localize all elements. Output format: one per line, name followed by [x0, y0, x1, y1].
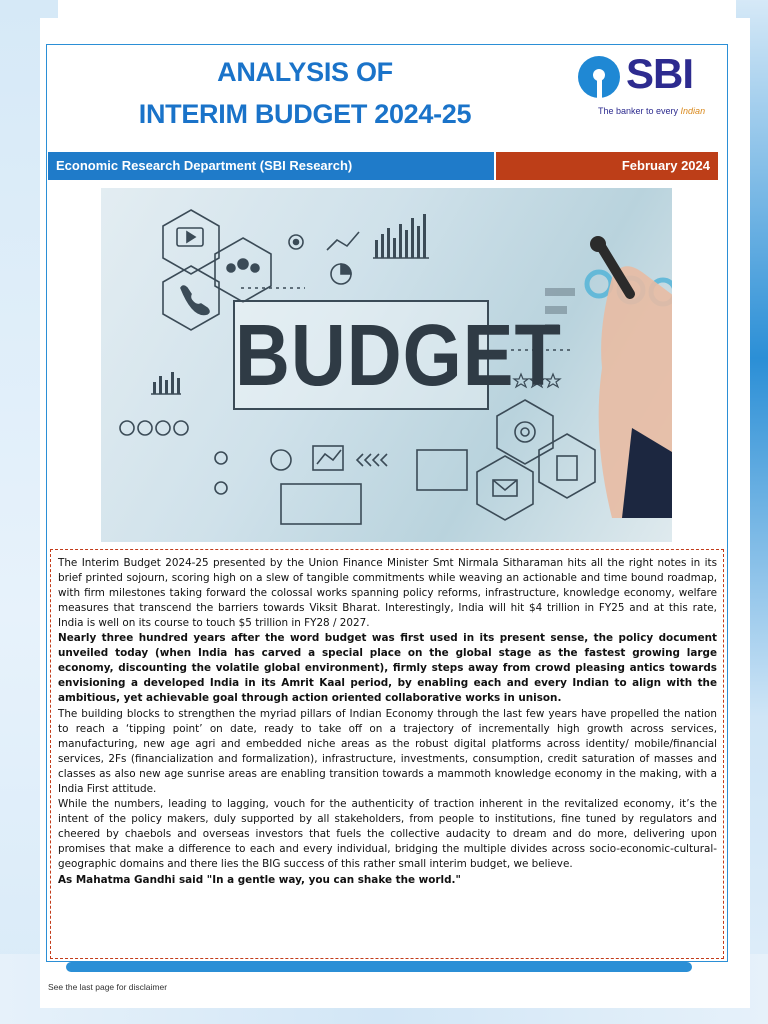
sbi-keyhole-icon — [578, 56, 620, 98]
paragraph-1: The Interim Budget 2024-25 presented by the Union Finance Minister Smt Nirmala Sitharaman hits all the right notes in its brief printed sojourn, scoring high on a slew of tangible commitments while weaving an actionable and time bound roadmap, with firm milestones taking forward the colossal works spanning policy reforms, infrastructure, knowledge economy, welfare measures that transcend the barriers towards Viksit Bharat. Interestingly, India will hit $4 trillion in FY25 and at this rate, India is well on its course to touch $5 trillion in FY28 / 2027. — [58, 557, 717, 629]
paragraph-4: While the numbers, leading to lagging, vouch for the authenticity of traction inherent in the revitalized economy, it’s the intent of the policy makers, duly supported by all stakeholders, from people to institutions, fine tuned by regulators and cheered by chaebols and overseas investors that fuels the collective audacity to dream and do more, delivering upon promises that make a difference to each and every individual, bridging the multiple divides across socio-economic-cultural-geographic domains and there lies the BIG success of this rather small interim budget, we believe. — [58, 798, 717, 871]
line-chart-icon — [327, 232, 359, 250]
video-hex-icon — [163, 210, 219, 274]
circles-row-icon — [120, 421, 188, 435]
mail-hex-icon — [477, 456, 533, 520]
team-hex-icon — [215, 238, 271, 302]
disclaimer-note: See the last page for disclaimer — [48, 982, 168, 992]
title-line-2: INTERIM BUDGET 2024-25 — [138, 98, 472, 129]
paragraph-2: Nearly three hundred years after the word budget was first used in its present sense, the policy document unveiled today (when India has carved a special place on the global stage as the fastest growing large economy, discounting the volatile global environment), firmly steps away from crowd pleasing antics towards envisioning a developed India in its Amrit Kaal period, by enabling each and every Indian to align with the ambitious, yet achievable goal through action oriented collaborative works in unison. — [58, 632, 717, 705]
candlestick-icon — [281, 484, 361, 524]
date-bar: February 2024 — [496, 152, 718, 180]
pie-small-icon — [271, 450, 291, 470]
page-title — [110, 52, 500, 136]
paragraph-3: The building blocks to strengthen the myriad pillars of Indian Economy through the last few years have propelled the nation to reach a ‘tipping point’ on date, ready to take off on a trajectory of incrementally high growth across services, manufacturing, new age agri and embedded niche areas as the robust digital platforms across identity/ mobile/financial services, 2Fs (financialization and formalization), infrastructure, investments, consumption, credit saturation of masses and classes as also new age sunrise areas are enabling transition towards a mammoth knowledge economy in the making, with a India First attitude. — [58, 707, 717, 795]
gandhi-quote: As Mahatma Gandhi said "In a gentle way, you can shake the world." — [58, 873, 461, 886]
department-bar: Economic Research Department (SBI Research) — [48, 152, 494, 180]
budget-frame — [233, 300, 562, 410]
gear-small-icon — [215, 452, 227, 464]
summary-text-box — [50, 549, 724, 959]
hero-image — [101, 188, 672, 542]
budget-word: BUDGET — [235, 306, 562, 405]
sbi-logo — [574, 50, 714, 124]
line-box-icon — [313, 446, 343, 470]
title-line-1: ANALYSIS OF — [217, 57, 393, 87]
sbi-tagline: The banker to every Indian — [598, 106, 706, 116]
sbi-logo-text: SBI — [626, 50, 694, 97]
dot-grid-icon — [417, 450, 467, 490]
target-hex-icon — [497, 400, 553, 464]
bottom-rule — [66, 962, 692, 972]
hand-with-marker-icon — [572, 218, 672, 518]
